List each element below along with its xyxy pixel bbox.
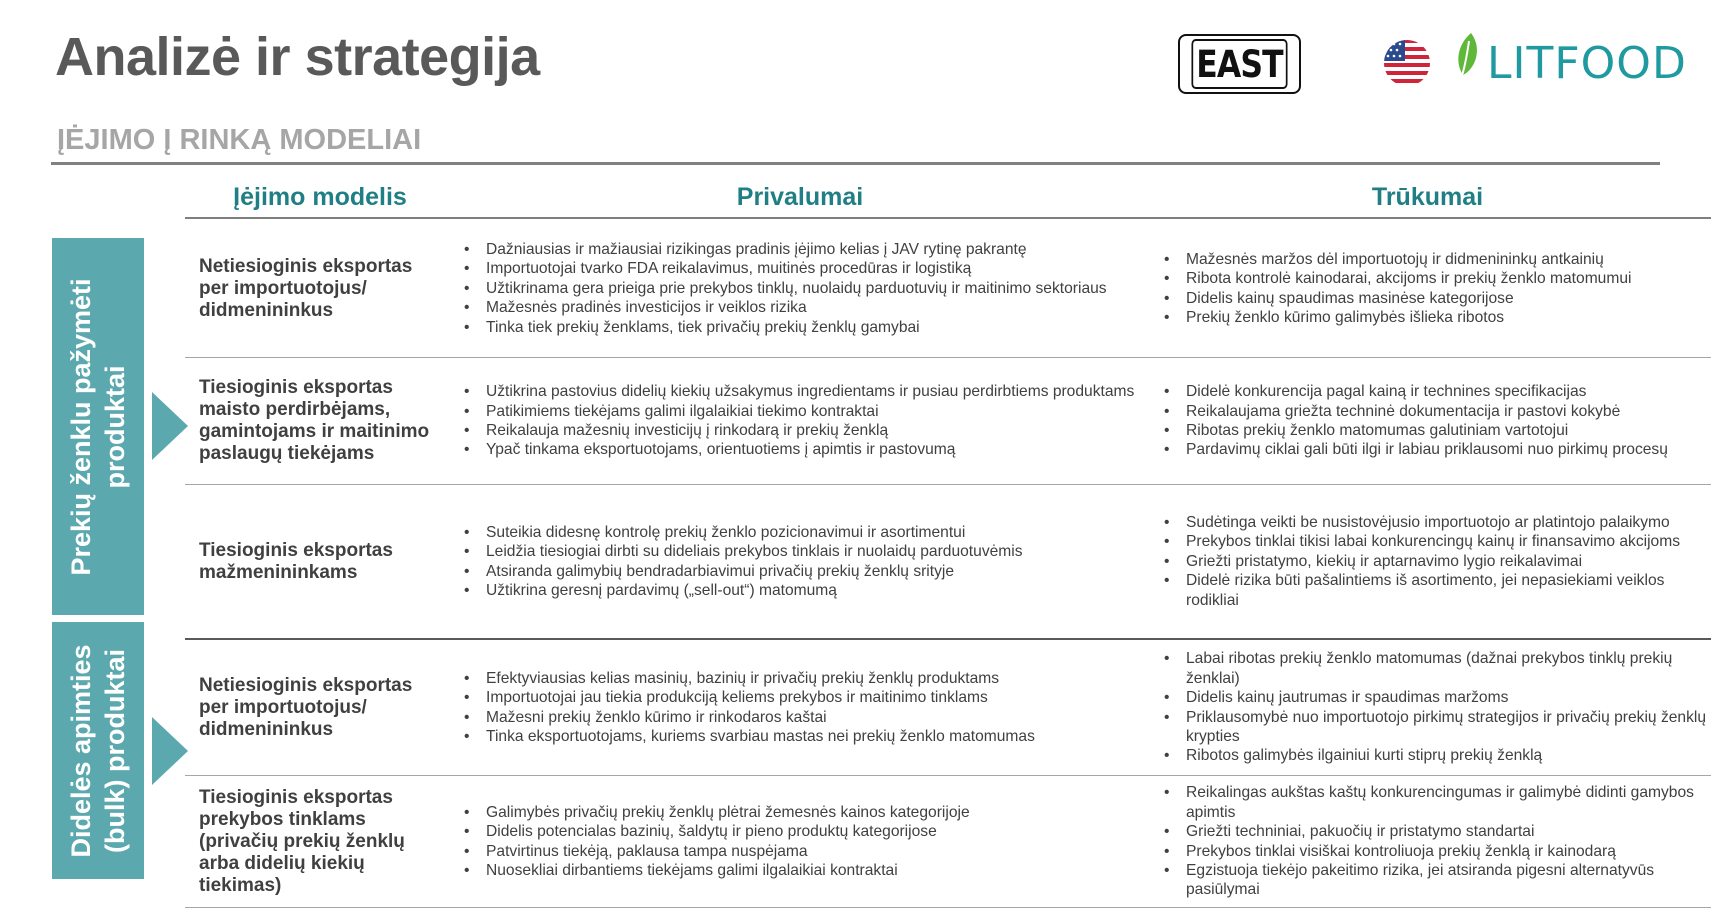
list-item: • Reikalingas aukštas kaštų konkurencingumas ir galimybė didinti gamybos apimtis [1160,783,1711,822]
list-item: • Ribota kontrolė kainodarai, akcijoms ir prekių ženklo matomumui [1160,269,1711,288]
list-item: • Užtikrina pastovius didelių kiekių užsakymus ingredientams ir pusiau perdirbtiems produktams [460,382,1150,401]
group-label-line: Didelės apimties [66,643,96,858]
east-logo-text: EAST [1191,39,1287,89]
list-item: • Prekybos tinklai visiškai kontroliuoja prekių ženklą ir kainodarą [1160,842,1711,861]
list-item: • Reikalauja mažesnių investicijų į rinkodarą ir prekių ženklą [460,421,1150,440]
column-header-pros: Privalumai [736,183,864,211]
list-item: • Reikalaujama griežta techninė dokumentacija ir pastovi kokybė [1160,402,1711,421]
list-item: • Efektyviausias kelias masinių, bazinių ir privačių prekių ženklų produktams [460,669,1150,688]
column-header-cons: Trūkumai [1371,183,1484,211]
list-item: • Nuosekliai dirbantiems tiekėjams galimi ilgalaikiai kontraktai [460,861,1150,880]
group-label-line: produktai [100,364,130,489]
list-item: • Didelė rizika būti pašalintiems iš asortimento, jei nepasiekiami veiklos rodikliai [1160,571,1711,610]
list-item: • Didelis potencialas bazinių, šaldytų ir pieno produktų kategorijose [460,822,1150,841]
list-item: • Atsiranda galimybių bendradarbiavimui privačių prekių ženklų srityje [460,562,1150,581]
cons-list [1160,485,1711,638]
cons-list [1160,358,1711,484]
brand-name: LITFOOD [1487,38,1687,89]
cons-list [1160,640,1711,775]
list-item: • Prekybos tinklai tikisi labai konkurencingų kainų ir finansavimo akcijoms [1160,532,1711,551]
list-item: • Užtikrina geresnį pardavimų („sell-out“) matomumą [460,581,1150,600]
list-item: • Pardavimų ciklai gali būti ilgi ir labiau priklausomi nuo pirkimų procesų [1160,440,1711,459]
list-item: • Tinka eksportuotojams, kuriems svarbiau mastas nei prekių ženklo matomumas [460,727,1150,746]
pros-list [460,776,1150,907]
list-item: • Ribotos galimybės ilgainiui kurti stiprų prekių ženklą [1160,746,1711,765]
pros-list [460,358,1150,484]
list-item: • Ribotas prekių ženklo matomumas galutiniam vartotojui [1160,421,1711,440]
group-label-line: Prekių ženklu pažymėti [66,277,96,576]
group-arrow-icon [152,717,188,785]
model-cell: Tiesioginis eksportas prekybos tinklams (privačių prekių ženklų arba didelių kiekių tiekimas) [199,786,405,896]
list-item: • Priklausomybė nuo importuotojo pirkimų strategijos ir privačių prekių ženklų krypties [1160,708,1711,747]
leaf-icon [1453,31,1487,81]
cons-list [1160,776,1711,907]
list-item: • Didelis kainų jautrumas ir spaudimas maržoms [1160,688,1711,707]
east-logo [1178,34,1301,94]
list-item: • Suteikia didesnę kontrolę prekių ženklo pozicionavimui ir asortimentui [460,523,1150,542]
list-item: • Griežti pristatymo, kiekių ir aptarnavimo lygio reikalavimai [1160,552,1711,571]
pros-list [460,220,1150,357]
subtitle-divider [51,162,1660,165]
list-item: • Galimybės privačių prekių ženklų plėtrai žemesnės kainos kategorijoje [460,803,1150,822]
list-item: • Egzistuoja tiekėjo pakeitimo rizika, jei atsiranda pigesni alternatyvūs pasiūlymai [1160,861,1711,900]
list-item: • Mažesnės maržos dėl importuotojų ir didmenininkų antkainių [1160,250,1711,269]
model-cell: Netiesioginis eksportas per importuotojus/ didmenininkus [199,674,413,740]
pros-list [460,640,1150,775]
list-item: • Užtikrinama gera prieiga prie prekybos tinklų, nuolaidų parduotuvių ir maitinimo sektoriaus [460,279,1150,298]
list-item: • Didelis kainų spaudimas masinėse kategorijose [1160,289,1711,308]
model-cell: Tiesioginis eksportas mažmenininkams [199,539,393,583]
list-item: • Patvirtinus tiekėją, paklausa tampa nuspėjama [460,842,1150,861]
list-item: • Dažniausias ir mažiausiai rizikingas pradinis įėjimo kelias į JAV rytinę pakrantę [460,240,1150,259]
header-divider [185,217,1711,219]
list-item: • Patikimiems tiekėjams galimi ilgalaikiai tiekimo kontraktai [460,402,1150,421]
list-item: • Leidžia tiesiogiai dirbti su dideliais prekybos tinklais ir nuolaidų parduotuvėmis [460,542,1150,561]
model-cell: Tiesioginis eksportas maisto perdirbėjams, gamintojams ir maitinimo paslaugų tiekėjams [199,377,430,464]
us-flag-icon [1383,39,1431,87]
model-cell: Netiesioginis eksportas per importuotojus/ didmenininkus [199,255,413,321]
group-arrow-icon [152,392,188,460]
list-item: • Ypač tinkama eksportuotojams, orientuotiems į apimtis ir pastovumą [460,440,1150,459]
group-label-branded [52,238,144,615]
list-item: • Importuotojai tvarko FDA reikalavimus, muitinės procedūras ir logistiką [460,259,1150,278]
list-item: • Griežti techniniai, pakuočių ir pristatymo standartai [1160,822,1711,841]
list-item: • Labai ribotas prekių ženklo matomumas (dažnai prekybos tinklų prekių ženklai) [1160,649,1711,688]
list-item: • Mažesni prekių ženklo kūrimo ir rinkodaros kaštai [460,708,1150,727]
list-item: • Prekių ženklo kūrimo galimybės išlieka ribotos [1160,308,1711,327]
group-label-bulk [52,622,144,879]
pros-list [460,485,1150,638]
page-title: Analizė ir strategija [55,27,540,87]
list-item: • Sudėtinga veikti be nusistovėjusio importuotojo ar platintojo palaikymo [1160,513,1711,532]
list-item: • Tinka tiek prekių ženklams, tiek privačių prekių ženklų gamybai [460,318,1150,337]
column-header-model: Įėjimo modelis [233,183,407,211]
list-item: • Mažesnės pradinės investicijos ir veiklos rizika [460,298,1150,317]
section-subtitle: ĮĖJIMO Į RINKĄ MODELIAI [57,124,422,156]
cons-list [1160,220,1711,357]
list-item: • Didelė konkurencija pagal kainą ir technines specifikacijas [1160,382,1711,401]
group-label-line: (bulk) produktai [100,648,130,853]
list-item: • Importuotojai jau tiekia produkciją keliems prekybos ir maitinimo tinklams [460,688,1150,707]
